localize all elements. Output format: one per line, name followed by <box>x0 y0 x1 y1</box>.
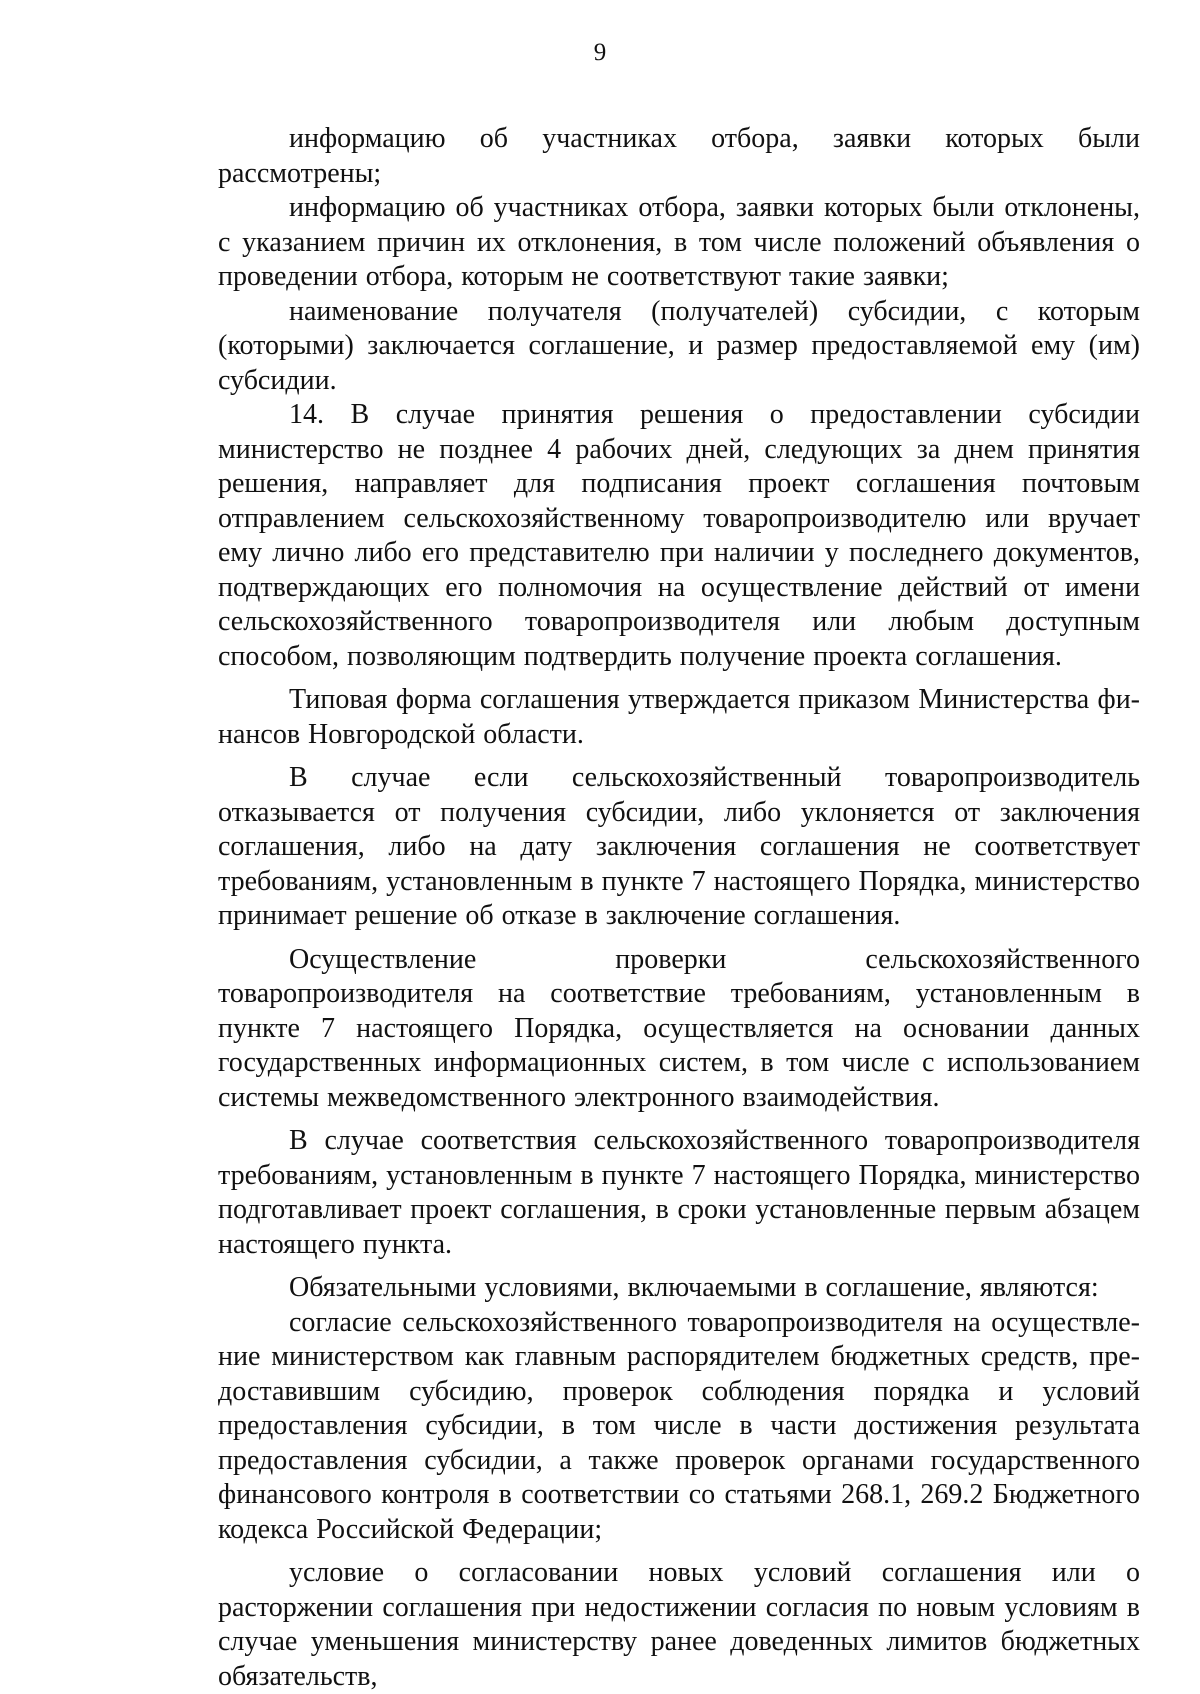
document-body <box>218 122 1140 1694</box>
paragraph-standard-form: Типовая форма соглашения утверждается приказом Министерства финансов Новгородской области. <box>218 684 1140 750</box>
paragraph-refusal-case: В случае если сельскохозяйственный товаропроизводитель отказывается от получения субсидии, либо уклоняется от заключения соглашения, либо на дату заключения соглашения не соответствует требованиям, установленным в пункте 7 настоящего Порядка, министерство принимает решение об отказе в заключение соглашения. <box>218 762 1140 931</box>
page-number: 9 <box>593 39 607 66</box>
paragraph-recipient-name: наименование получателя (получателей) субсидии, с которым (которыми) заключается соглашение, и размер предоставляемой ему (им) субсидии. <box>218 295 1140 396</box>
paragraph-consent-to-checks: согласие сельскохозяйственного товаропроизводителя на осуществление министерством как главным распорядителем бюджетных средств, предоставившим субсидию, проверок соблюдения порядка и условий предоставления субсидии, в том числе в части достижения результата предоставления субсидии, а также проверок органами государственного финансового контроля в соответствии со статьями 268.1, 269.2 Бюджетного кодекса Российской Федерации; <box>218 1306 1140 1545</box>
paragraph-compliance-case: В случае соответствия сельскохозяйственного товаропроизводителя требованиям, установленным в пункте 7 настоящего Порядка, министерство подготавливает проект соглашения, в сроки установленные первым абзацем настоящего пункта. <box>218 1125 1140 1260</box>
paragraph-considered-participants: информацию об участниках отбора, заявки которых были рассмотрены; <box>218 123 1140 189</box>
paragraph-item-14: 14. В случае принятия решения о предоставлении субсидии министерство не позднее 4 рабочих дней, следующих за днем принятия решения, направляет для подписания проект соглашения почтовым отправлением сельскохозяйственному товаропроизводителю или вручает ему лично либо его представителю при наличии у последнего документов, подтверждающих его полномочия на осуществление действий от имени сельскохозяйственного товаропроизводителя или любым доступным способом, позволяющим подтвердить получение проекта соглашения. <box>218 399 1140 672</box>
paragraph-new-conditions: условие о согласовании новых условий соглашения или о расторжении соглашения при недостижении согласия по новым условиям в случае уменьшения министерству ранее доведенных лимитов бюджетных обязательств, <box>218 1557 1140 1692</box>
paragraph-rejected-participants: информацию об участниках отбора, заявки которых были отклонены, с указанием причин их отклонения, в том числе положений объявления о проведении отбора, которым не соответствуют такие заявки; <box>218 192 1140 292</box>
paragraph-verification: Осуществление проверки сельскохозяйственного товаропроизводителя на соответствие требованиям, установленным в пункте 7 настоящего Порядка, осуществляется на основании данных государственных информационных систем, в том числе с использованием системы межведомственного электронного взаимодействия. <box>218 943 1140 1113</box>
paragraph-mandatory-conditions: Обязательными условиями, включаемыми в соглашение, являются: <box>289 1272 1099 1303</box>
